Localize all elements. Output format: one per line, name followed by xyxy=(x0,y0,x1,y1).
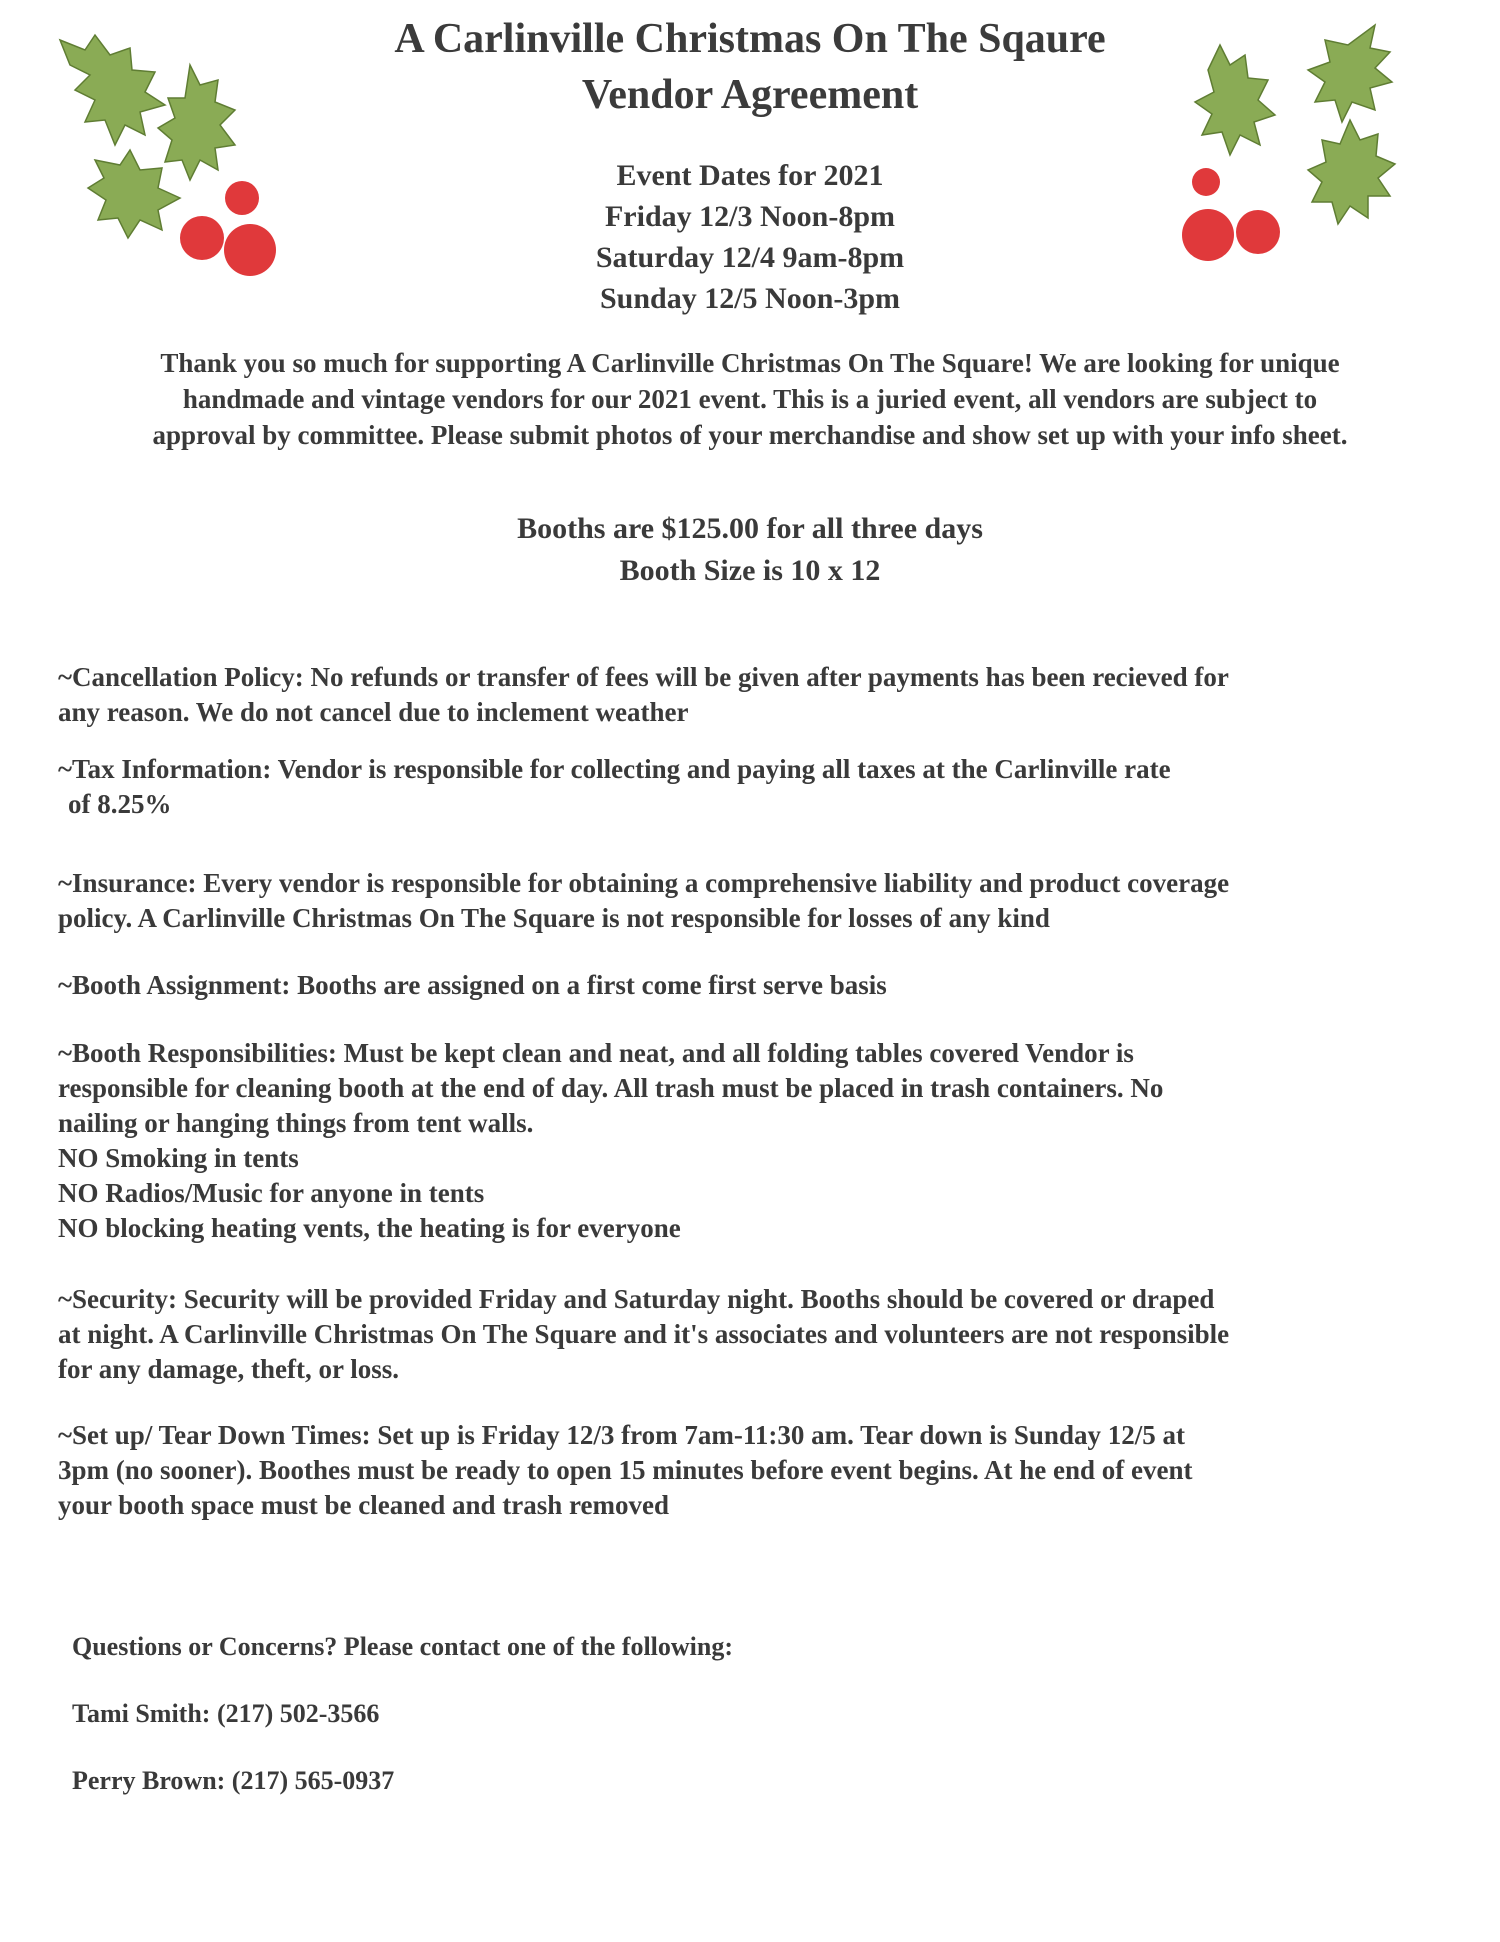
policy-line: any reason. We do not cancel due to inclement weather xyxy=(58,697,689,727)
berry-shape xyxy=(180,216,224,260)
rule-no-radios: NO Radios/Music for anyone in tents xyxy=(58,1178,485,1208)
policy-line: responsible for cleaning booth at the end of day. All trash must be placed in trash containers. No xyxy=(58,1073,1164,1103)
rule-no-blocking-vents: NO blocking heating vents, the heating is for everyone xyxy=(58,1213,681,1243)
berry-shape xyxy=(1182,209,1234,261)
contact-heading: Questions or Concerns? Please contact one of the following: xyxy=(72,1632,734,1661)
booth-size: Booth Size is 10 x 12 xyxy=(619,554,881,587)
page-title: A Carlinville Christmas On The Sqaure xyxy=(394,16,1106,62)
intro-paragraph xyxy=(50,345,1450,453)
event-date-sunday: Sunday 12/5 Noon-3pm xyxy=(599,282,901,315)
event-dates-heading: Event Dates for 2021 xyxy=(616,159,884,192)
policy-line: ~Tax Information: Vendor is responsible for collecting and paying all taxes at the Carlinville rate xyxy=(58,754,1171,784)
setup-teardown-times xyxy=(58,1418,1448,1523)
policy-line: of 8.25% xyxy=(68,789,172,819)
policy-line: ~Security: Security will be provided Friday and Saturday night. Booths should be covered or draped xyxy=(58,1284,1215,1314)
contact-tami-smith: Tami Smith: (217) 502-3566 xyxy=(72,1699,380,1728)
policy-line: ~Set up/ Tear Down Times: Set up is Friday 12/3 from 7am-11:30 am. Tear down is Sunday 12/5 at xyxy=(58,1420,1185,1450)
tax-information xyxy=(58,752,1448,822)
event-date-saturday: Saturday 12/4 9am-8pm xyxy=(595,241,905,274)
event-date-friday: Friday 12/3 Noon-8pm xyxy=(604,200,895,233)
rule-no-smoking: NO Smoking in tents xyxy=(58,1143,299,1173)
cancellation-policy xyxy=(58,660,1448,730)
policy-line: 3pm (no sooner). Boothes must be ready to open 15 minutes before event begins. At he end of event xyxy=(58,1455,1193,1485)
berry-shape xyxy=(224,224,276,276)
berry-shape xyxy=(225,181,259,215)
contact-perry-brown: Perry Brown: (217) 565-0937 xyxy=(72,1766,395,1795)
intro-line: Thank you so much for supporting A Carlinville Christmas On The Square! We are looking for unique xyxy=(160,348,1340,378)
policy-line: for any damage, theft, or loss. xyxy=(58,1354,399,1384)
booth-assignment xyxy=(58,968,1448,1003)
berry-shape xyxy=(1236,210,1280,254)
policy-line: nailing or hanging things from tent walls. xyxy=(58,1108,534,1138)
event-dates xyxy=(400,155,1100,319)
intro-line: approval by committee. Please submit photos of your merchandise and show set up with your info sheet. xyxy=(152,420,1348,450)
booth-info xyxy=(400,508,1100,592)
policy-line: ~Booth Responsibilities: Must be kept clean and neat, and all folding tables covered Vendor is xyxy=(58,1038,1134,1068)
insurance-policy xyxy=(58,866,1448,936)
policy-line: your booth space must be cleaned and trash removed xyxy=(58,1490,670,1520)
booth-price: Booths are $125.00 for all three days xyxy=(517,512,983,545)
booth-responsibilities xyxy=(58,1036,1448,1246)
policy-line: ~Cancellation Policy: No refunds or transfer of fees will be given after payments has been recieved for xyxy=(58,662,1229,692)
berry-shape xyxy=(1192,168,1220,196)
page-subtitle: Vendor Agreement xyxy=(581,72,919,118)
policy-line: at night. A Carlinville Christmas On The Square and it's associates and volunteers are not responsible xyxy=(58,1319,1230,1349)
policy-line: policy. A Carlinville Christmas On The Square is not responsible for losses of any kind xyxy=(58,903,1050,933)
intro-line: handmade and vintage vendors for our 2021 event. This is a juried event, all vendors are subject to xyxy=(182,384,1318,414)
security-policy xyxy=(58,1282,1448,1387)
policy-line: ~Booth Assignment: Booths are assigned on a first come first serve basis xyxy=(58,970,887,1000)
policy-line: ~Insurance: Every vendor is responsible for obtaining a comprehensive liability and product coverage xyxy=(58,868,1230,898)
